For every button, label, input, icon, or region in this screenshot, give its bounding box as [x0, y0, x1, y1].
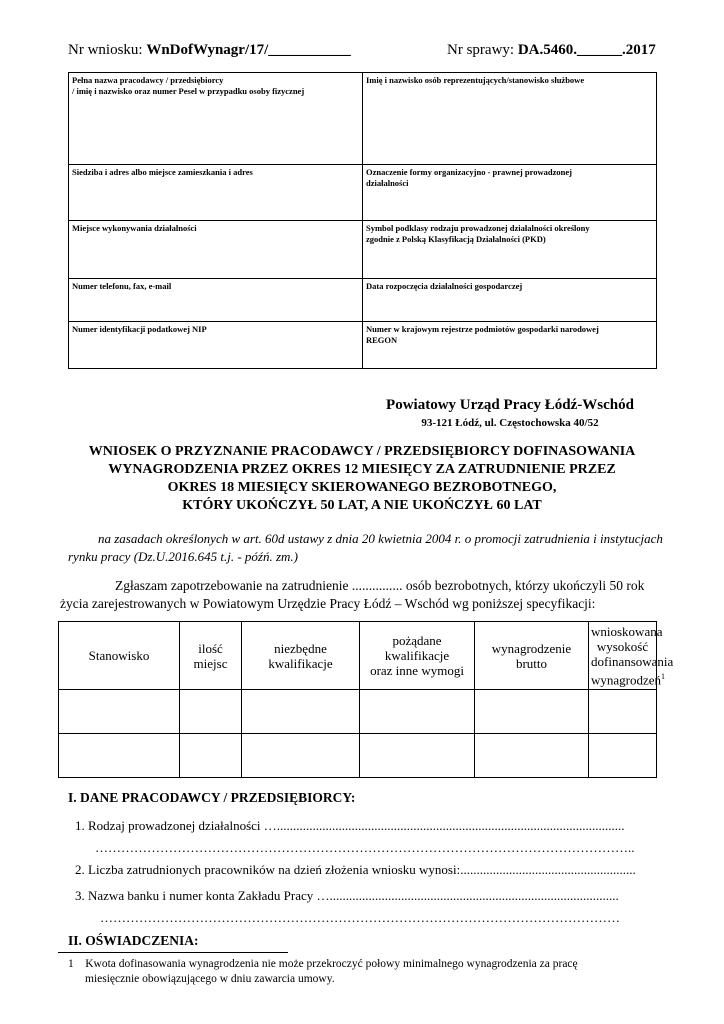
legal-basis-line: na zasadach określonych w art. 60d ustawy z dnia 20 kwietnia 2004 r. o promocji zatrudnienia i instytucjach — [98, 531, 663, 546]
application-number-blank[interactable]: ___________ — [268, 42, 351, 58]
section-declarations-title: II. OŚWIADCZENIA: — [68, 933, 199, 948]
table-cell[interactable] — [180, 734, 242, 778]
table-cell[interactable] — [59, 690, 180, 734]
declaration-line: życia zarejestrowanych w Powiatowym Urzędzie Pracy Łódź – Wschód wg poniższej specyfikacji: — [60, 596, 596, 611]
section-employer-data-title: I. DANE PRACODAWCY / PRZEDSIĘBIORCY: — [68, 790, 356, 805]
table-cell[interactable] — [360, 734, 475, 778]
case-number-label: Nr sprawy: — [447, 42, 515, 58]
footnote-number: 1 — [68, 958, 74, 970]
application-number-label: Nr wniosku: — [68, 42, 143, 58]
title-line: OKRES 18 MIESIĘCY SKIEROWANEGO BEZROBOTNEGO, — [167, 480, 557, 495]
table-row — [69, 73, 657, 165]
table-cell[interactable] — [589, 690, 657, 734]
business-location-field[interactable]: Miejsce wykonywania działalności — [69, 221, 363, 279]
title-line: KTÓRY UKOŃCZYŁ 50 LAT, A NIE UKOŃCZYŁ 60 LAT — [182, 498, 542, 513]
table-cell[interactable] — [180, 690, 242, 734]
nip-field[interactable]: Numer identyfikacji podatkowej NIP — [69, 322, 363, 369]
footnote-text-line: miesięcznie obowiązującego w dniu zawarcia umowy. — [85, 973, 335, 985]
table-row — [69, 322, 657, 369]
table-row — [69, 221, 657, 279]
col-header-position: Stanowisko — [59, 622, 180, 690]
col-header-desired-qualifications: pożądane kwalifikacje oraz inne wymogi — [360, 622, 475, 690]
title-line: WNIOSEK O PRZYZNANIE PRACODAWCY / PRZEDSIĘBIORCY DOFINASOWANIA — [88, 444, 636, 459]
pkd-code-field[interactable]: Symbol podklasy rodzaju prowadzonej działalności określony zgodnie z Polską Klasyfikacją Działalności (PKD) — [363, 221, 657, 279]
title-line: WYNAGRODZENIA PRZEZ OKRES 12 MIESIĘCY ZA ZATRUDNIENIE PRZEZ — [108, 462, 616, 477]
table-cell[interactable] — [589, 734, 657, 778]
employer-data-table — [68, 72, 657, 369]
application-number — [68, 42, 351, 59]
col-header-requested-subsidy: wnioskowana wysokość dofinansowania wynagrodzeń$^1$ — [589, 622, 657, 690]
bank-account-field[interactable]: 3. Nazwa banku i numer konta Zakładu Pracy …......................................................................................... — [75, 888, 619, 903]
footnote-mark: 1 — [661, 672, 666, 681]
table-cell[interactable] — [360, 690, 475, 734]
activity-type-field[interactable]: 1. Rodzaj prowadzonej działalności …........................................................................................................... — [75, 818, 625, 833]
col-header-gross-salary: wynagrodzenie brutto — [475, 622, 589, 690]
declaration-line: Zgłaszam zapotrzebowanie na zatrudnienie ............... osób bezrobotnych, którzy ukończyli 50 rok — [115, 578, 645, 593]
col-header-places: ilość miejsc — [180, 622, 242, 690]
full-name-field[interactable]: Pełna nazwa pracodawcy / przedsiębiorcy / imię i nazwisko oraz numer Pesel w przypadku osoby fizycznej — [69, 73, 363, 165]
activity-type-continuation[interactable]: …………………………………………………………………………………………………………….. — [95, 840, 635, 855]
start-date-field[interactable]: Data rozpoczęcia działalności gospodarczej — [363, 279, 657, 322]
table-cell[interactable] — [242, 734, 360, 778]
office-address: 93-121 Łódź, ul. Częstochowska 40/52 — [421, 417, 599, 429]
declaration-paragraph — [60, 577, 660, 613]
representatives-field[interactable]: Imię i nazwisko osób reprezentujących/stanowisko służbowe — [363, 73, 657, 165]
document-title — [20, 443, 704, 515]
col-header-required-qualifications: niezbędne kwalifikacje — [242, 622, 360, 690]
table-cell[interactable] — [475, 690, 589, 734]
table-row — [59, 690, 657, 734]
employees-count-field[interactable]: 2. Liczba zatrudnionych pracowników na dzień złożenia wniosku wynosi:...................................................... — [75, 862, 636, 877]
footnote-text-line: Kwota dofinasowania wynagrodzenia nie może przekroczyć połowy minimalnego wynagrodzenia za pracę — [85, 958, 578, 970]
table-cell[interactable] — [59, 734, 180, 778]
office-name: Powiatowy Urząd Pracy Łódź-Wschód — [386, 397, 634, 413]
case-number — [447, 42, 656, 59]
legal-basis-line: rynku pracy (Dz.U.2016.645 t.j. - późń. zm.) — [68, 549, 299, 564]
case-number-value[interactable]: DA.5460.______.2017 — [517, 42, 656, 58]
table-cell[interactable] — [242, 690, 360, 734]
table-header-row — [59, 622, 657, 690]
footnote — [68, 957, 648, 987]
footnote-divider — [58, 952, 288, 953]
legal-basis — [68, 530, 668, 566]
contact-field[interactable]: Numer telefonu, fax, e-mail — [69, 279, 363, 322]
address-field[interactable]: Siedziba i adres albo miejsce zamieszkania i adres — [69, 165, 363, 221]
bank-account-continuation[interactable]: ………………………………………………………………………………………………………… — [100, 910, 620, 925]
table-row — [69, 279, 657, 322]
legal-form-field[interactable]: Oznaczenie formy organizacyjno - prawnej prowadzonej działalności — [363, 165, 657, 221]
specification-table — [58, 621, 674, 778]
table-cell[interactable] — [475, 734, 589, 778]
regon-field[interactable]: Numer w krajowym rejestrze podmiotów gospodarki narodowej REGON — [363, 322, 657, 369]
table-row — [69, 165, 657, 221]
application-number-value: WnDofWynagr/17/ — [146, 42, 269, 58]
table-row — [59, 734, 657, 778]
